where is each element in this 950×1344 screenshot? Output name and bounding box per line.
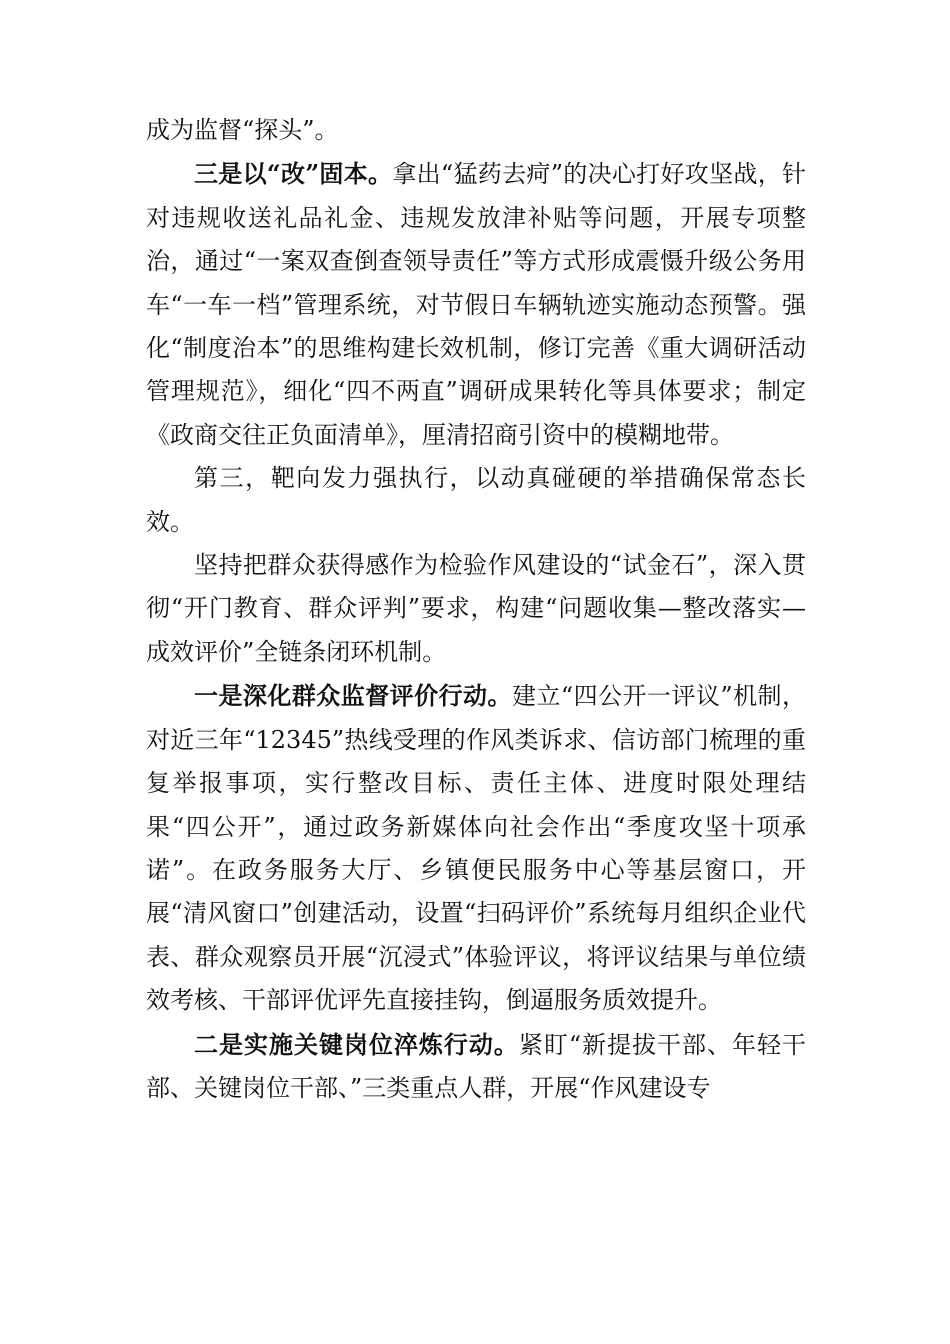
paragraph-continuation [146, 109, 806, 152]
paragraph-first-action [146, 674, 806, 1022]
paragraph-section-heading [146, 457, 806, 544]
paragraph-text: 成为监督“探头”。 [146, 116, 339, 144]
paragraph-lead: 二是实施关键岗位淬炼行动。 [194, 1029, 519, 1059]
paragraph-text: 第三，靶向发力强执行，以动真碰硬的举措确保常态长效。 [146, 464, 806, 536]
document-body [146, 109, 806, 1110]
paragraph-text: 建立“四公开一评议”机制，对近三年“12345”热线受理的作风类诉求、信访部门梳理的重复举报事项，实行整改目标、责任主体、进度时限处理结果“四公开”，通过政务新媒体向社会作出“季度攻坚十项承诺”。在政务服务大厅、乡镇便民服务中心等基层窗口，开展“清风窗口”创建活动，设置“扫码评价”系统每月组织企业代表、群众观察员开展“沉浸式”体验评议，将评议结果与单位绩效考核、干部评优评先直接挂钩，倒逼服务质效提升。 [146, 682, 807, 1015]
paragraph-intro [146, 544, 806, 674]
paragraph-lead: 三是以“改”固本。 [194, 159, 393, 189]
paragraph-lead: 一是深化群众监督评价行动。 [194, 681, 512, 711]
paragraph-second-action [146, 1023, 806, 1111]
paragraph-third-measure [146, 152, 806, 457]
paragraph-text: 紧盯“新提拔干部、年轻干部、关键岗位干部、”三类重点人群，开展“作风建设专 [146, 1030, 806, 1102]
paragraph-text: 拿出“猛药去疴”的决心打好攻坚战，针对违规收送礼品礼金、违规发放津补贴等问题，开展专项整治，通过“一案双查倒查领导责任”等方式形成震慑升级公务用车“一车一档”管理系统，对节假日车辆轨迹实施动态预警。强化“制度治本”的思维构建长效机制，修订完善《重大调研活动管理规范》，细化“四不两直”调研成果转化等具体要求；制定《政商交往正负面清单》，厘清招商引资中的模糊地带。 [146, 160, 806, 449]
paragraph-text: 坚持把群众获得感作为检验作风建设的“试金石”，深入贯彻“开门教育、群众评判”要求，构建“问题收集—整改落实—成效评价”全链条闭环机制。 [146, 551, 806, 666]
